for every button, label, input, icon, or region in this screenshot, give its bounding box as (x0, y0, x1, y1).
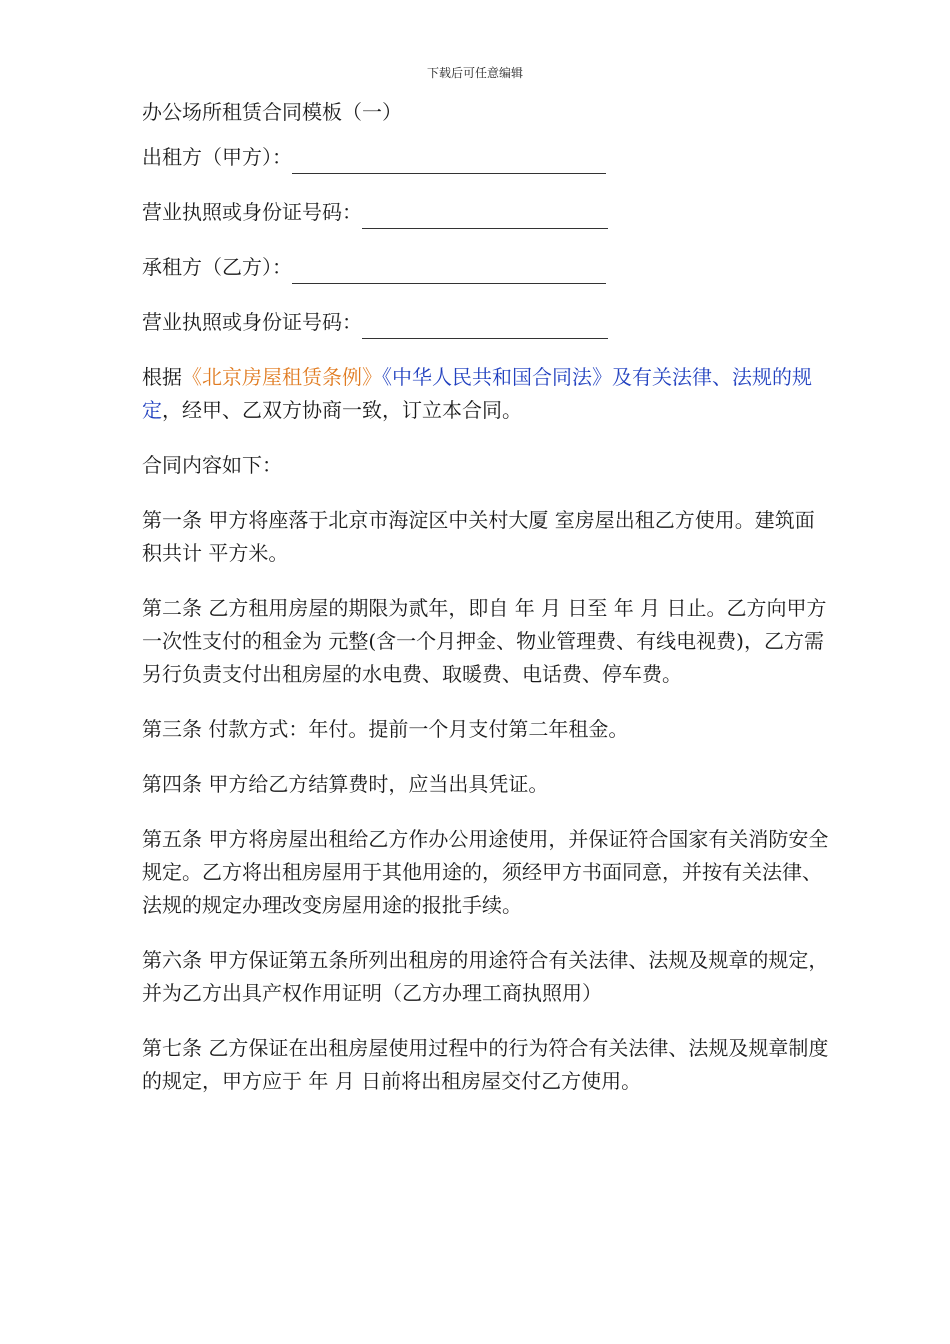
lessor-label: 出租方（甲方）： (142, 145, 292, 169)
lessor-id-field (142, 196, 832, 229)
clause-4: 第四条 甲方给乙方结算费时，应当出具凭证。 (142, 772, 549, 796)
lessee-id-blank-line (362, 316, 608, 339)
clause-7: 第七条 乙方保证在出租房屋使用过程中的行为符合有关法律、法规及规章制度的规定，甲方应于 年 月 日前将出租房屋交付乙方使用。 (142, 1036, 829, 1093)
clause-6: 第六条 甲方保证第五条所列出租房的用途符合有关法律、法规及规章的规定，并为乙方出具产权作用证明（乙方办理工商执照用） (142, 948, 829, 1005)
document-title: 办公场所租赁合同模板（一） (142, 100, 402, 124)
law-link-contract-law[interactable]: 《中华人民共和国合同法》及有关法律、法规的规定 (142, 365, 812, 422)
law-link-beijing-rental[interactable]: 《北京房屋租赁条例》 (182, 365, 382, 389)
clause-5: 第五条 甲方将房屋出租给乙方作办公用途使用，并保证符合国家有关消防安全规定。乙方将出租房屋用于其他用途的，须经甲方书面同意，并按有关法律、法规的规定办理改变房屋用途的报批手续。 (142, 827, 829, 917)
lessor-field (142, 141, 832, 174)
legal-basis-paragraph (142, 361, 832, 427)
lessee-id-field (142, 306, 832, 339)
lessor-id-blank-line (362, 206, 608, 229)
legal-basis-prefix: 根据 (142, 365, 182, 389)
clause-1: 第一条 甲方将座落于北京市海淀区中关村大厦 室房屋出租乙方使用。建筑面积共计 平方米。 (142, 508, 815, 565)
clause-2: 第二条 乙方租用房屋的期限为贰年，即自 年 月 日至 年 月 日止。乙方向甲方一次性支付的租金为 元整(含一个月押金、物业管理费、有线电视费)，乙方需另行负责支付出租房屋的水电费、取暖费、电话费、停车费。 (142, 596, 827, 686)
lessor-id-label: 营业执照或身份证号码： (142, 200, 362, 224)
legal-basis-suffix: ，经甲、乙双方协商一致，订立本合同。 (162, 398, 522, 422)
page-header: 下载后可任意编辑 (426, 66, 523, 80)
lessee-field (142, 251, 832, 284)
lessee-label: 承租方（乙方）： (142, 255, 292, 279)
lessor-blank-line (292, 151, 606, 174)
lessee-id-label: 营业执照或身份证号码： (142, 310, 362, 334)
clause-3: 第三条 付款方式：年付。提前一个月支付第二年租金。 (142, 717, 629, 741)
document-body (142, 96, 832, 1120)
contract-intro: 合同内容如下： (142, 453, 282, 477)
lessee-blank-line (292, 261, 606, 284)
